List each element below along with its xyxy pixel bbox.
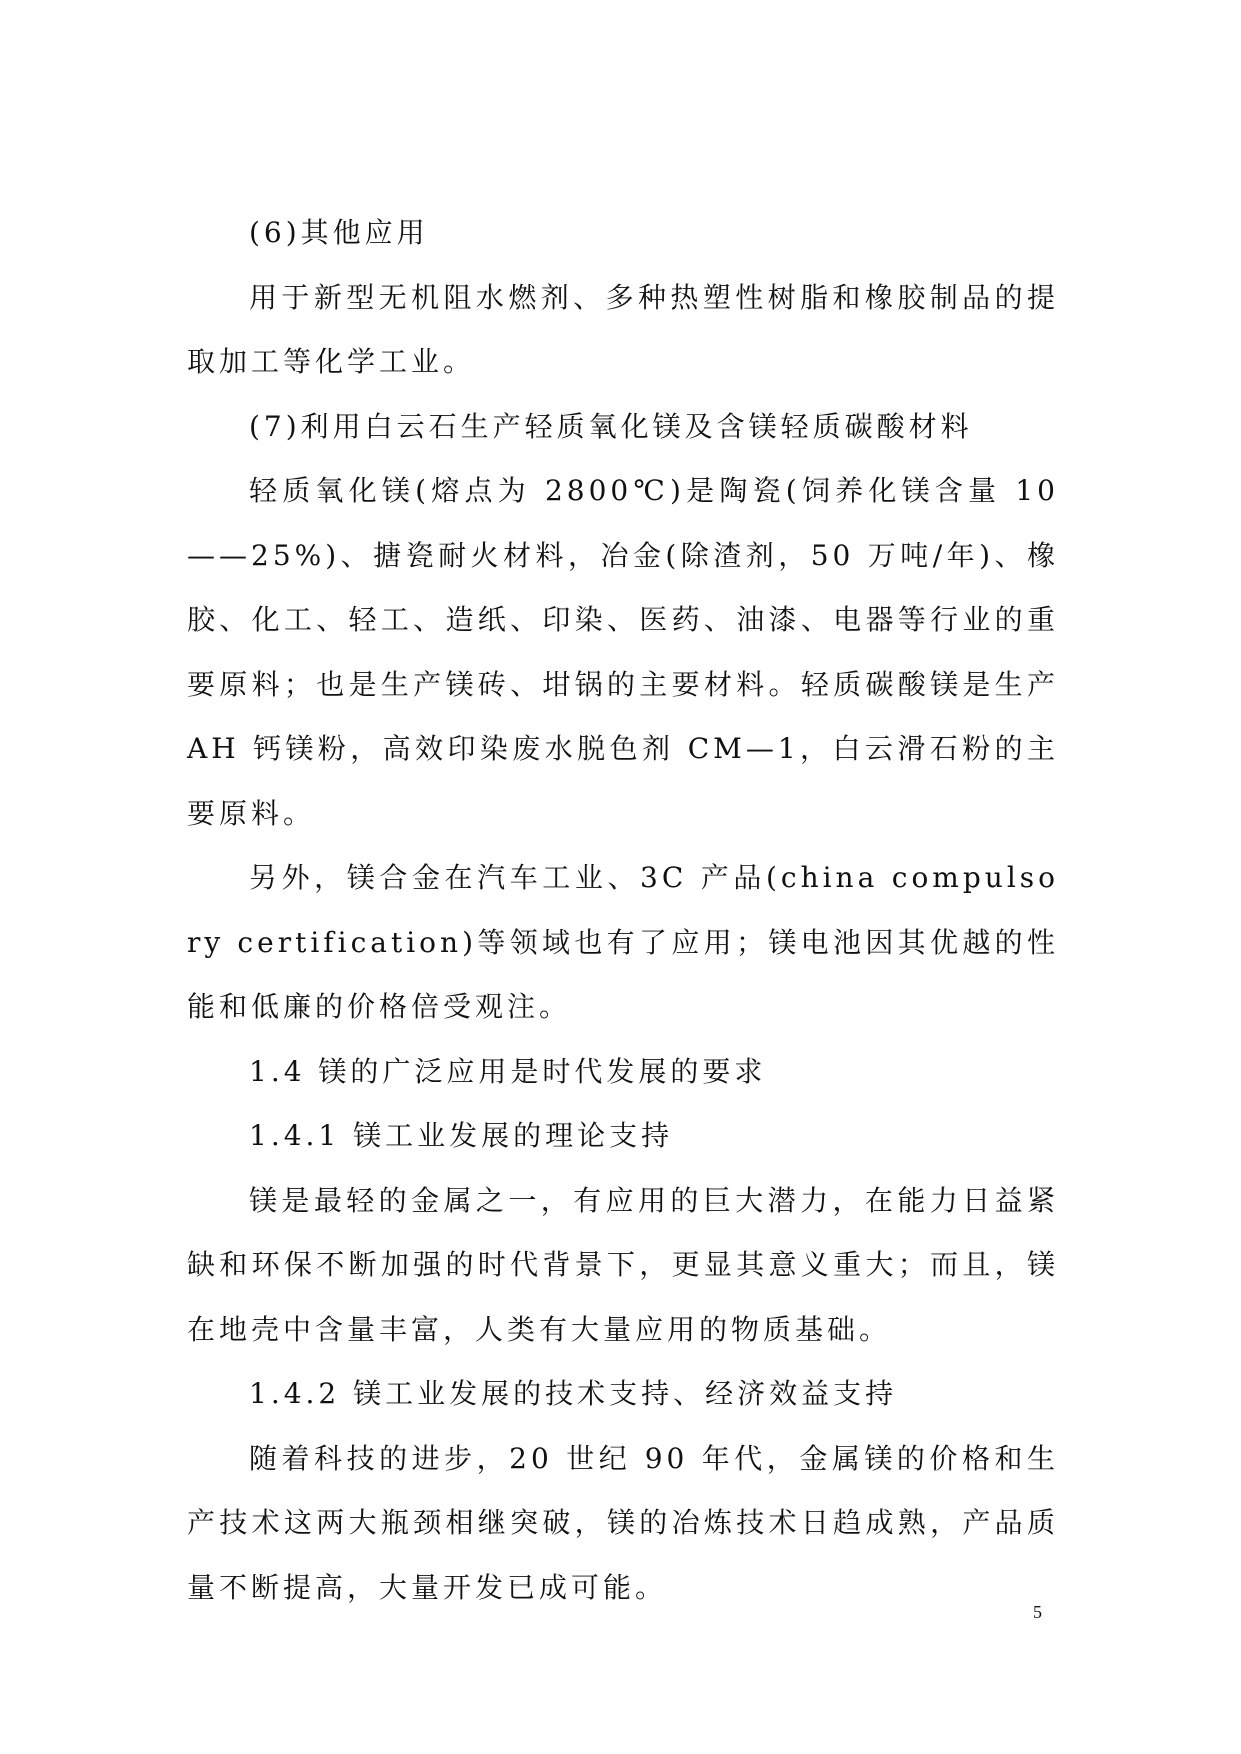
page-number: 5 <box>1033 1602 1042 1622</box>
document-body <box>187 201 1059 1620</box>
heading-dolomite-production: (7)利用白云石生产轻质氧化镁及含镁轻质碳酸材料 <box>249 409 973 443</box>
heading-other-applications: (6)其他应用 <box>249 216 429 249</box>
paragraph-technology-support: 随着科技的进步，20 世纪 90 年代，金属镁的价格和生产技术这两大瓶颈相继突破，镁的冶炼技术日趋成熟，产品质量不断提高，大量开发已成可能。 <box>187 1441 1059 1604</box>
heading-section-1-4-2: 1.4.2 镁工业发展的技术支持、经济效益支持 <box>249 1377 898 1410</box>
paragraph-theory-support: 镁是最轻的金属之一，有应用的巨大潜力，在能力日益紧缺和环保不断加强的时代背景下，更显其意义重大；而且，镁在地壳中含量丰富，人类有大量应用的物质基础。 <box>187 1183 1059 1346</box>
paragraph-other-applications: 用于新型无机阻水燃剂、多种热塑性树脂和橡胶制品的提取加工等化学工业。 <box>187 280 1059 378</box>
heading-section-1-4: 1.4 镁的广泛应用是时代发展的要求 <box>249 1054 767 1088</box>
heading-section-1-4-1: 1.4.1 镁工业发展的理论支持 <box>249 1119 674 1152</box>
paragraph-light-magnesium-oxide: 轻质氧化镁(熔点为 2800℃)是陶瓷(饲养化镁含量 10——25%)、搪瓷耐火材料，冶金(除渣剂，50 万吨/年)、橡胶、化工、轻工、造纸、印染、医药、油漆、电器等行业的重要原料；也是生产镁砖、坩锅的主要材料。轻质碳酸镁是生产 AH 钙镁粉，高效印染废水脱色剂 CM—1，白云滑石粉的主要原料。 <box>187 474 1059 830</box>
paragraph-magnesium-alloy: 另外，镁合金在汽车工业、3C 产品(china compulsory certification)等领域也有了应用；镁电池因其优越的性能和低廉的价格倍受观注。 <box>187 861 1059 1023</box>
